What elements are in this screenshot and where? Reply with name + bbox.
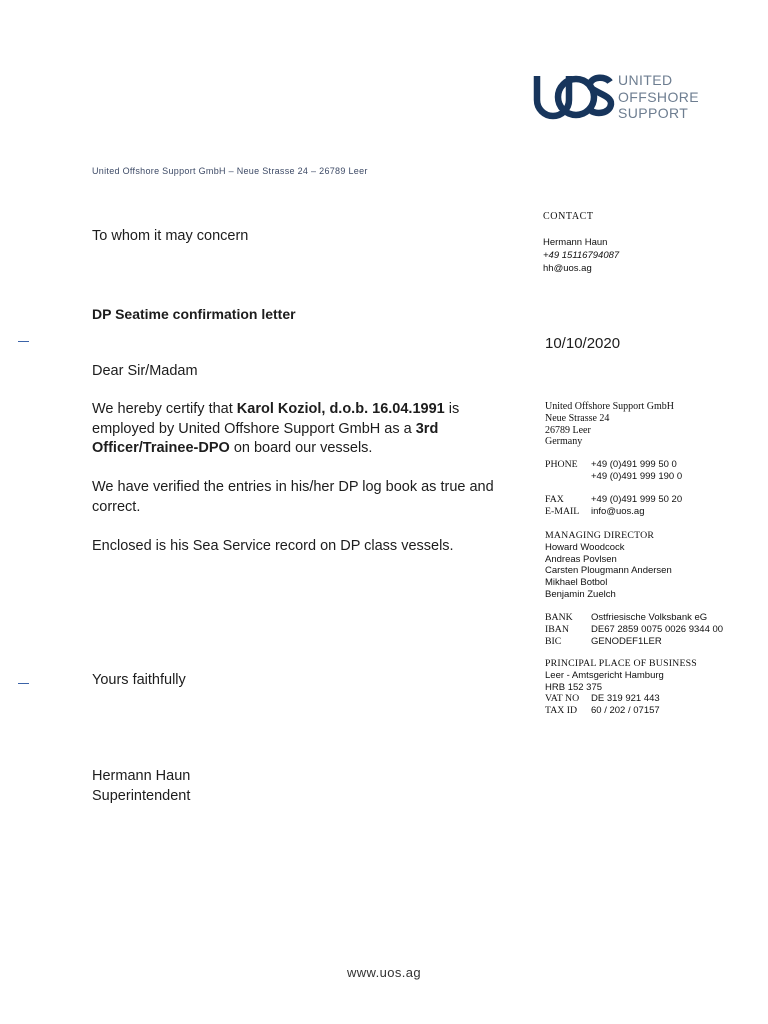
- phone-label: PHONE: [545, 459, 578, 470]
- tax-id: 60 / 202 / 07157: [591, 705, 660, 717]
- managing-directors-block: [545, 530, 672, 601]
- logo-line-3: SUPPORT: [618, 105, 689, 121]
- company-country: Germany: [545, 436, 583, 448]
- contact-name: Hermann Haun: [543, 237, 608, 248]
- email-label: E-MAIL: [545, 505, 580, 517]
- contact-phone: +49 15116794087: [543, 250, 620, 261]
- fold-mark: [18, 683, 29, 684]
- contact-block: [543, 236, 619, 275]
- bank-name: Ostfriesische Volksbank eG: [591, 612, 708, 623]
- fold-mark: [18, 341, 29, 342]
- phone-number-1: +49 (0)491 999 50 0: [591, 459, 677, 470]
- company-city: 26789 Leer: [545, 424, 591, 436]
- director-name: Mikhael Botbol: [545, 577, 608, 589]
- closing: Yours faithfully: [92, 672, 186, 688]
- fax-label: FAX: [545, 494, 564, 505]
- signature-block: [92, 767, 190, 806]
- letter-subject: DP Seatime confirmation letter: [92, 306, 296, 322]
- signer-title: Superintendent: [92, 787, 191, 804]
- iban-label: IBAN: [545, 623, 569, 635]
- uos-logo-mark-icon: [532, 70, 616, 122]
- fax-number: +49 (0)491 999 50 20: [591, 494, 683, 505]
- iban-value: DE67 2859 0075 0026 9344 00: [591, 623, 724, 635]
- hrb-number: HRB 152 375: [545, 681, 603, 693]
- company-name: United Offshore Support GmbH: [545, 401, 674, 412]
- employee-name-dob: Karol Koziol, d.o.b. 16.04.1991: [236, 401, 445, 417]
- company-email: info@uos.ag: [591, 505, 645, 517]
- recipient-line: To whom it may concern: [92, 228, 249, 244]
- contact-email: hh@uos.ag: [543, 263, 592, 274]
- principal-place-block: [545, 658, 697, 717]
- logo-wordmark: [618, 72, 699, 122]
- vat-label: VAT NO: [545, 693, 580, 705]
- director-name: Carsten Plougmann Andersen: [545, 565, 672, 577]
- bic-label: BIC: [545, 635, 562, 647]
- employee-position: 3rd Officer/Trainee-DPO: [92, 420, 439, 456]
- director-name: Howard Woodcock: [545, 541, 625, 553]
- para1-text-3: on board our vessels.: [229, 440, 373, 456]
- para1-text-1: We hereby certify that: [92, 401, 237, 417]
- company-logo: [532, 70, 702, 122]
- managing-director-heading: MANAGING DIRECTOR: [545, 530, 655, 541]
- phone-number-2: +49 (0)491 999 190 0: [591, 470, 683, 482]
- phone-block: [545, 459, 682, 483]
- principal-place-heading: PRINCIPAL PLACE OF BUSINESS: [545, 658, 697, 669]
- director-name: Andreas Povlsen: [545, 553, 617, 565]
- bank-block: [545, 612, 723, 647]
- para1-text-2: is employed by United Offshore Support GmbH as a: [92, 401, 460, 437]
- salutation: Dear Sir/Madam: [92, 363, 198, 379]
- contact-heading: CONTACT: [543, 211, 594, 222]
- fax-email-block: [545, 494, 682, 518]
- sender-address-line: United Offshore Support GmbH – Neue Strasse 24 – 26789 Leer: [92, 166, 368, 176]
- signer-name: Hermann Haun: [92, 768, 191, 784]
- court-registration: Leer - Amtsgericht Hamburg: [545, 669, 664, 681]
- company-street: Neue Strasse 24: [545, 412, 610, 424]
- letter-date: 10/10/2020: [545, 335, 621, 352]
- paragraph-enclosure: Enclosed is his Sea Service record on DP class vessels.: [92, 538, 454, 554]
- company-address: [545, 401, 674, 448]
- logo-line-1: UNITED: [618, 72, 673, 88]
- paragraph-verification: We have verified the entries in his/her DP log book as true and correct.: [92, 479, 494, 515]
- bank-label: BANK: [545, 612, 573, 623]
- tax-label: TAX ID: [545, 705, 578, 717]
- paragraph-certification: [92, 400, 502, 459]
- logo-line-2: OFFSHORE: [618, 88, 699, 105]
- director-name: Benjamin Zuelch: [545, 588, 616, 600]
- vat-number: DE 319 921 443: [591, 693, 660, 705]
- bic-value: GENODEF1LER: [591, 635, 662, 647]
- footer-website: www.uos.ag: [346, 965, 422, 980]
